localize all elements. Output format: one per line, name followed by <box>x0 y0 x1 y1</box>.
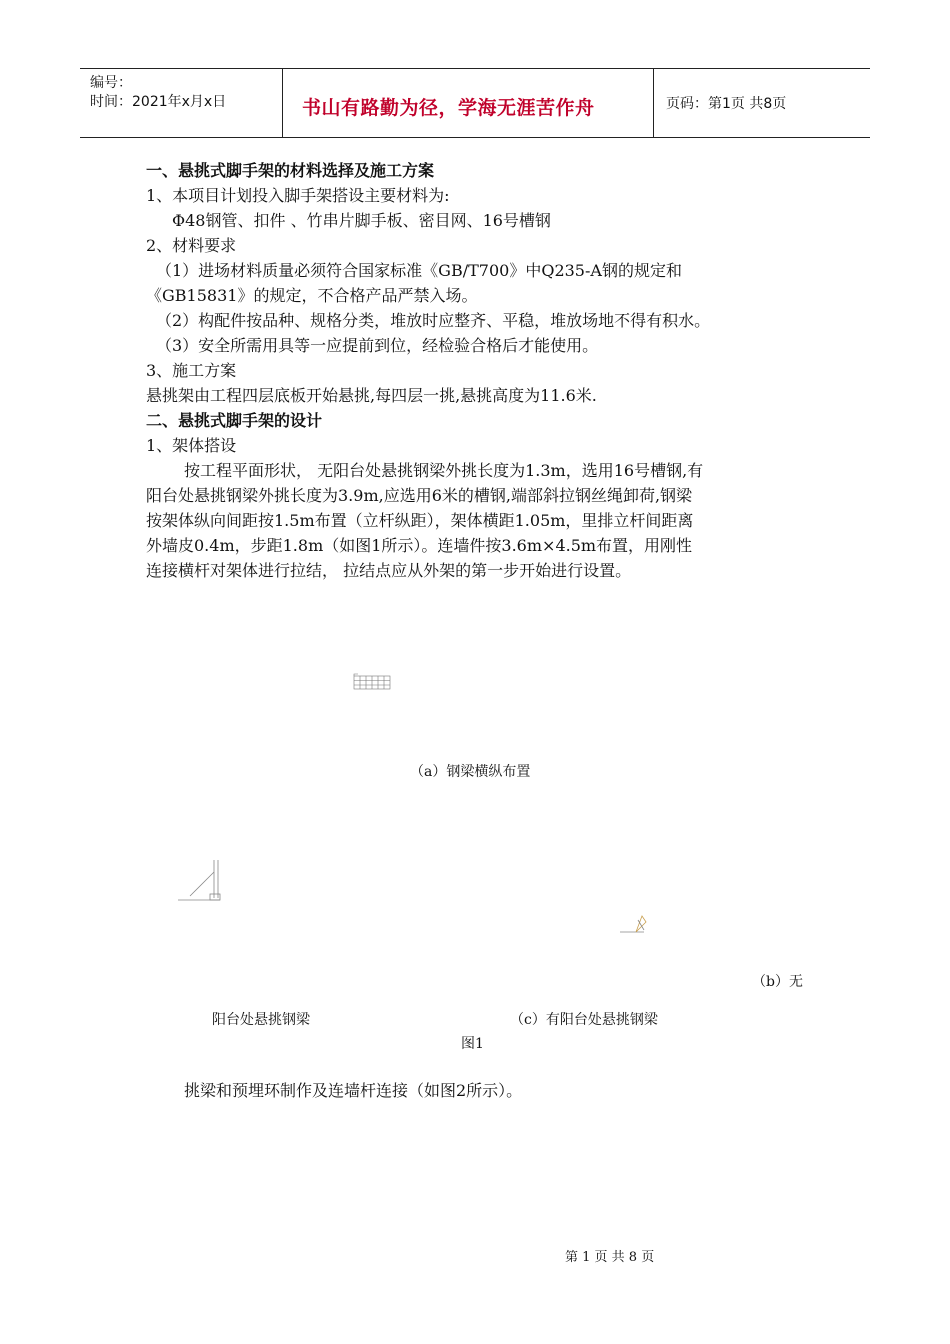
serial-number-label: 编号： <box>90 75 132 91</box>
figure-b-caption-part2: 阳台处悬挑钢梁 <box>212 1012 310 1028</box>
paragraph-line: 外墙皮0.4m，步距1.8m（如图1所示）。连墙件按3.6m×4.5m布置，用刚性 <box>146 536 693 555</box>
page-number-label: 页码：第1页 共8页 <box>666 96 787 112</box>
paragraph-line: （1）进场材料质量必须符合国家标准《GB/T700》中Q235-A钢的规定和 <box>156 261 682 280</box>
paragraph-line: Φ48钢管、扣件 、竹串片脚手板、密目网、16号槽钢 <box>172 211 551 230</box>
figure-c-caption: （c）有阳台处悬挑钢梁 <box>510 1012 658 1028</box>
paragraph-line: 连接横杆对架体进行拉结， 拉结点应从外架的第一步开始进行设置。 <box>146 561 632 580</box>
figure-b-caption-part1: （b）无 <box>752 974 803 990</box>
figure-1-label: 图1 <box>461 1036 484 1052</box>
figure-a-caption: （a）钢梁横纵布置 <box>410 764 531 780</box>
paragraph-line: 1、架体搭设 <box>146 436 237 455</box>
paragraph-line: 挑梁和预埋环制作及连墙杆连接（如图2所示）。 <box>184 1081 523 1100</box>
paragraph-line: 2、材料要求 <box>146 236 237 255</box>
figure-c-cantilever-drawing <box>618 910 650 940</box>
header-info-cell <box>80 69 283 137</box>
paragraph-line: 按架体纵向间距按1.5m布置（立杆纵距），架体横距1.05m，里排立杆间距离 <box>146 511 694 530</box>
paragraph-line: （2）构配件按品种、规格分类，堆放时应整齐、平稳，堆放场地不得有积水。 <box>156 311 711 330</box>
paragraph-line: （3）安全所需用具等一应提前到位，经检验合格后才能使用。 <box>156 336 599 355</box>
paragraph-line: 悬挑架由工程四层底板开始悬挑,每四层一挑,悬挑高度为11.6米. <box>146 386 597 405</box>
date-label: 时间：2021年x月x日 <box>90 94 227 110</box>
header-divider <box>653 69 654 137</box>
paragraph-line: 阳台处悬挑钢梁外挑长度为3.9m,应选用6米的槽钢,端部斜拉钢丝绳卸荷,钢梁 <box>146 486 693 505</box>
figure-a-beam-layout-drawing <box>352 674 392 692</box>
figure-b-cantilever-drawing <box>176 858 226 908</box>
section-heading-1: 一、悬挑式脚手架的材料选择及施工方案 <box>146 161 435 180</box>
paragraph-line: 按工程平面形状， 无阳台处悬挑钢梁外挑长度为1.3m，选用16号槽钢,有 <box>184 461 704 480</box>
page-footer: 第 1 页 共 8 页 <box>565 1250 655 1265</box>
header-motto: 书山有路勤为径，学海无涯苦作舟 <box>302 97 595 119</box>
paragraph-line: 1、本项目计划投入脚手架搭设主要材料为: <box>146 186 450 205</box>
page-header <box>80 68 870 138</box>
paragraph-line: 《GB15831》的规定，不合格产品严禁入场。 <box>146 286 478 305</box>
paragraph-line: 3、施工方案 <box>146 361 237 380</box>
section-heading-2: 二、悬挑式脚手架的设计 <box>146 411 323 430</box>
